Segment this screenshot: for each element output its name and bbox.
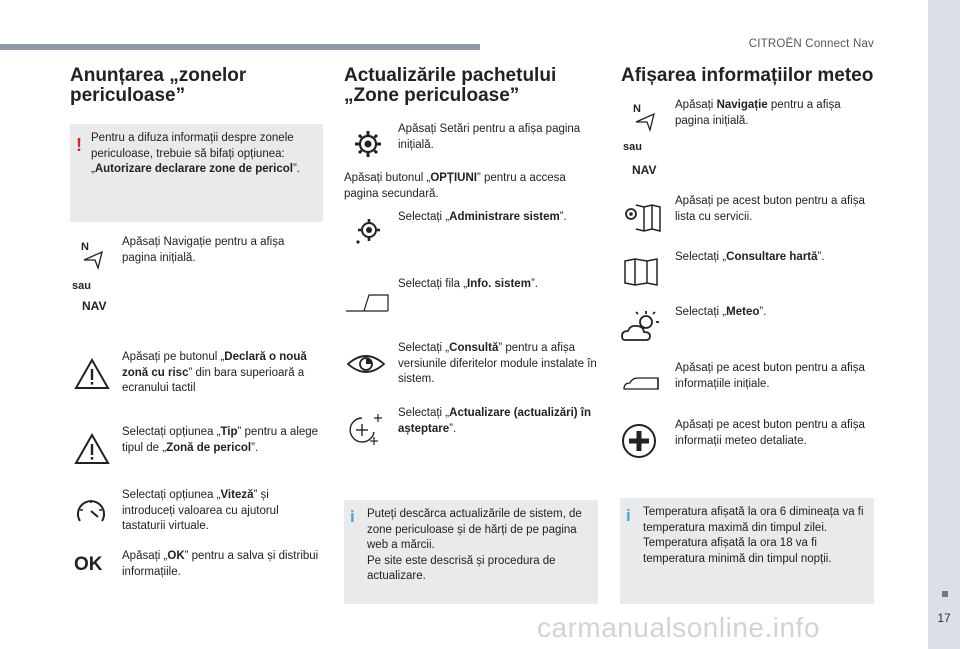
section-danger-zones <box>70 66 325 106</box>
info-icon: i <box>350 507 355 526</box>
section-updates <box>344 66 604 106</box>
warning-triangle-icon <box>74 358 110 390</box>
page-marker <box>942 591 948 597</box>
section-weather <box>621 66 881 86</box>
page-side-tab <box>928 0 960 649</box>
system-admin-gear-icon <box>354 218 382 246</box>
step-map: Selectați „Consultare hartă”. <box>675 251 825 263</box>
step-type: Selectați opțiunea „Tip” pentru a alege tipul de „Zonă de pericol”. <box>122 426 319 454</box>
warning-icon: ! <box>76 135 82 155</box>
collapsed-weather-icon <box>622 375 660 391</box>
step-navigation: Apăsați Navigație pentru a afișa pagina inițială. <box>122 236 285 264</box>
svg-text:N: N <box>633 103 641 115</box>
step-pending-updates: Selectați „Actualizare (actualizări) în așteptare”. <box>398 407 592 435</box>
header-bar <box>0 44 480 50</box>
info-text: Temperatura afișată la ora 6 dimineața va fi temperatura maximă din timpul zilei. Temperatura afișată la ora 18 va fi temperatura minimă din timpul nopții. <box>643 506 864 565</box>
nav-button-label: NAV <box>632 163 657 177</box>
step-system-admin: Selectați „Administrare sistem”. <box>398 211 567 223</box>
step-speed: Selectați opțiunea „Viteză” și introduceți valoarea cu ajutorul tastaturii virtuale. <box>122 489 279 532</box>
pending-updates-icon <box>348 414 384 446</box>
step-info-tab: Selectați fila „Info. sistem”. <box>398 278 538 290</box>
section-title: Actualizările pachetului „Zone periculoase” <box>344 65 557 106</box>
warning-text: Pentru a difuza informații despre zonele periculoase, trebuie să bifați opțiunea: „Autorizare declarare zone de pericol”. <box>91 132 300 175</box>
step-options: Apăsați butonul „OPȚIUNI” pentru a accesa pagina secundară. <box>344 172 566 200</box>
watermark: carmanualsonline.info <box>537 612 820 643</box>
services-icon <box>622 203 662 233</box>
section-title: Afișarea informațiilor meteo <box>621 65 874 86</box>
step-services: Apăsați pe acest buton pentru a afișa lista cu servicii. <box>675 195 865 223</box>
settings-gear-icon <box>354 130 382 158</box>
or-label: sau <box>72 280 91 292</box>
step-settings: Apăsați Setări pentru a afișa pagina inițială. <box>398 123 581 151</box>
map-icon <box>623 257 659 287</box>
svg-text:N: N <box>81 241 89 253</box>
or-label: sau <box>623 141 642 153</box>
step-detailed-weather: Apăsați pe acest buton pentru a afișa informații meteo detaliate. <box>675 419 865 447</box>
step-declare-zone: Apăsați pe butonul „Declară o nouă zonă cu risc” din bara superioară a ecranului tactil <box>122 351 307 394</box>
page-number: 17 <box>937 611 951 625</box>
info-icon: i <box>626 506 631 525</box>
plus-circle-icon <box>621 423 657 459</box>
nav-button-label: NAV <box>82 299 107 313</box>
ok-button-label: OK <box>74 554 103 575</box>
warning-triangle-icon <box>74 433 110 465</box>
step-ok: Apăsați „OK” pentru a salva și distribui informațiile. <box>122 550 319 578</box>
step-consult: Selectați „Consultă” pentru a afișa versiunile diferitelor module instalate în sistem. <box>398 342 597 385</box>
weather-icon <box>620 310 660 344</box>
brand-label: CITROËN Connect Nav <box>748 38 874 50</box>
section-title: Anunțarea „zonelor periculoase” <box>70 65 247 106</box>
eye-icon <box>346 352 386 376</box>
step-navigation: Apăsați Navigație pentru a afișa pagina inițială. <box>675 99 841 127</box>
tab-icon <box>344 291 390 313</box>
speedometer-icon <box>74 495 108 525</box>
step-initial-info: Apăsați pe acest buton pentru a afișa informațiile inițiale. <box>675 362 865 390</box>
step-weather: Selectați „Meteo”. <box>675 306 767 318</box>
info-text: Puteți descărca actualizările de sistem, de zone periculoase și de hărți de pe pagina web a mărcii. Pe site este descrisă și procedura de actualizare. <box>367 508 582 582</box>
navigation-icon <box>80 238 106 270</box>
navigation-icon <box>632 100 658 132</box>
